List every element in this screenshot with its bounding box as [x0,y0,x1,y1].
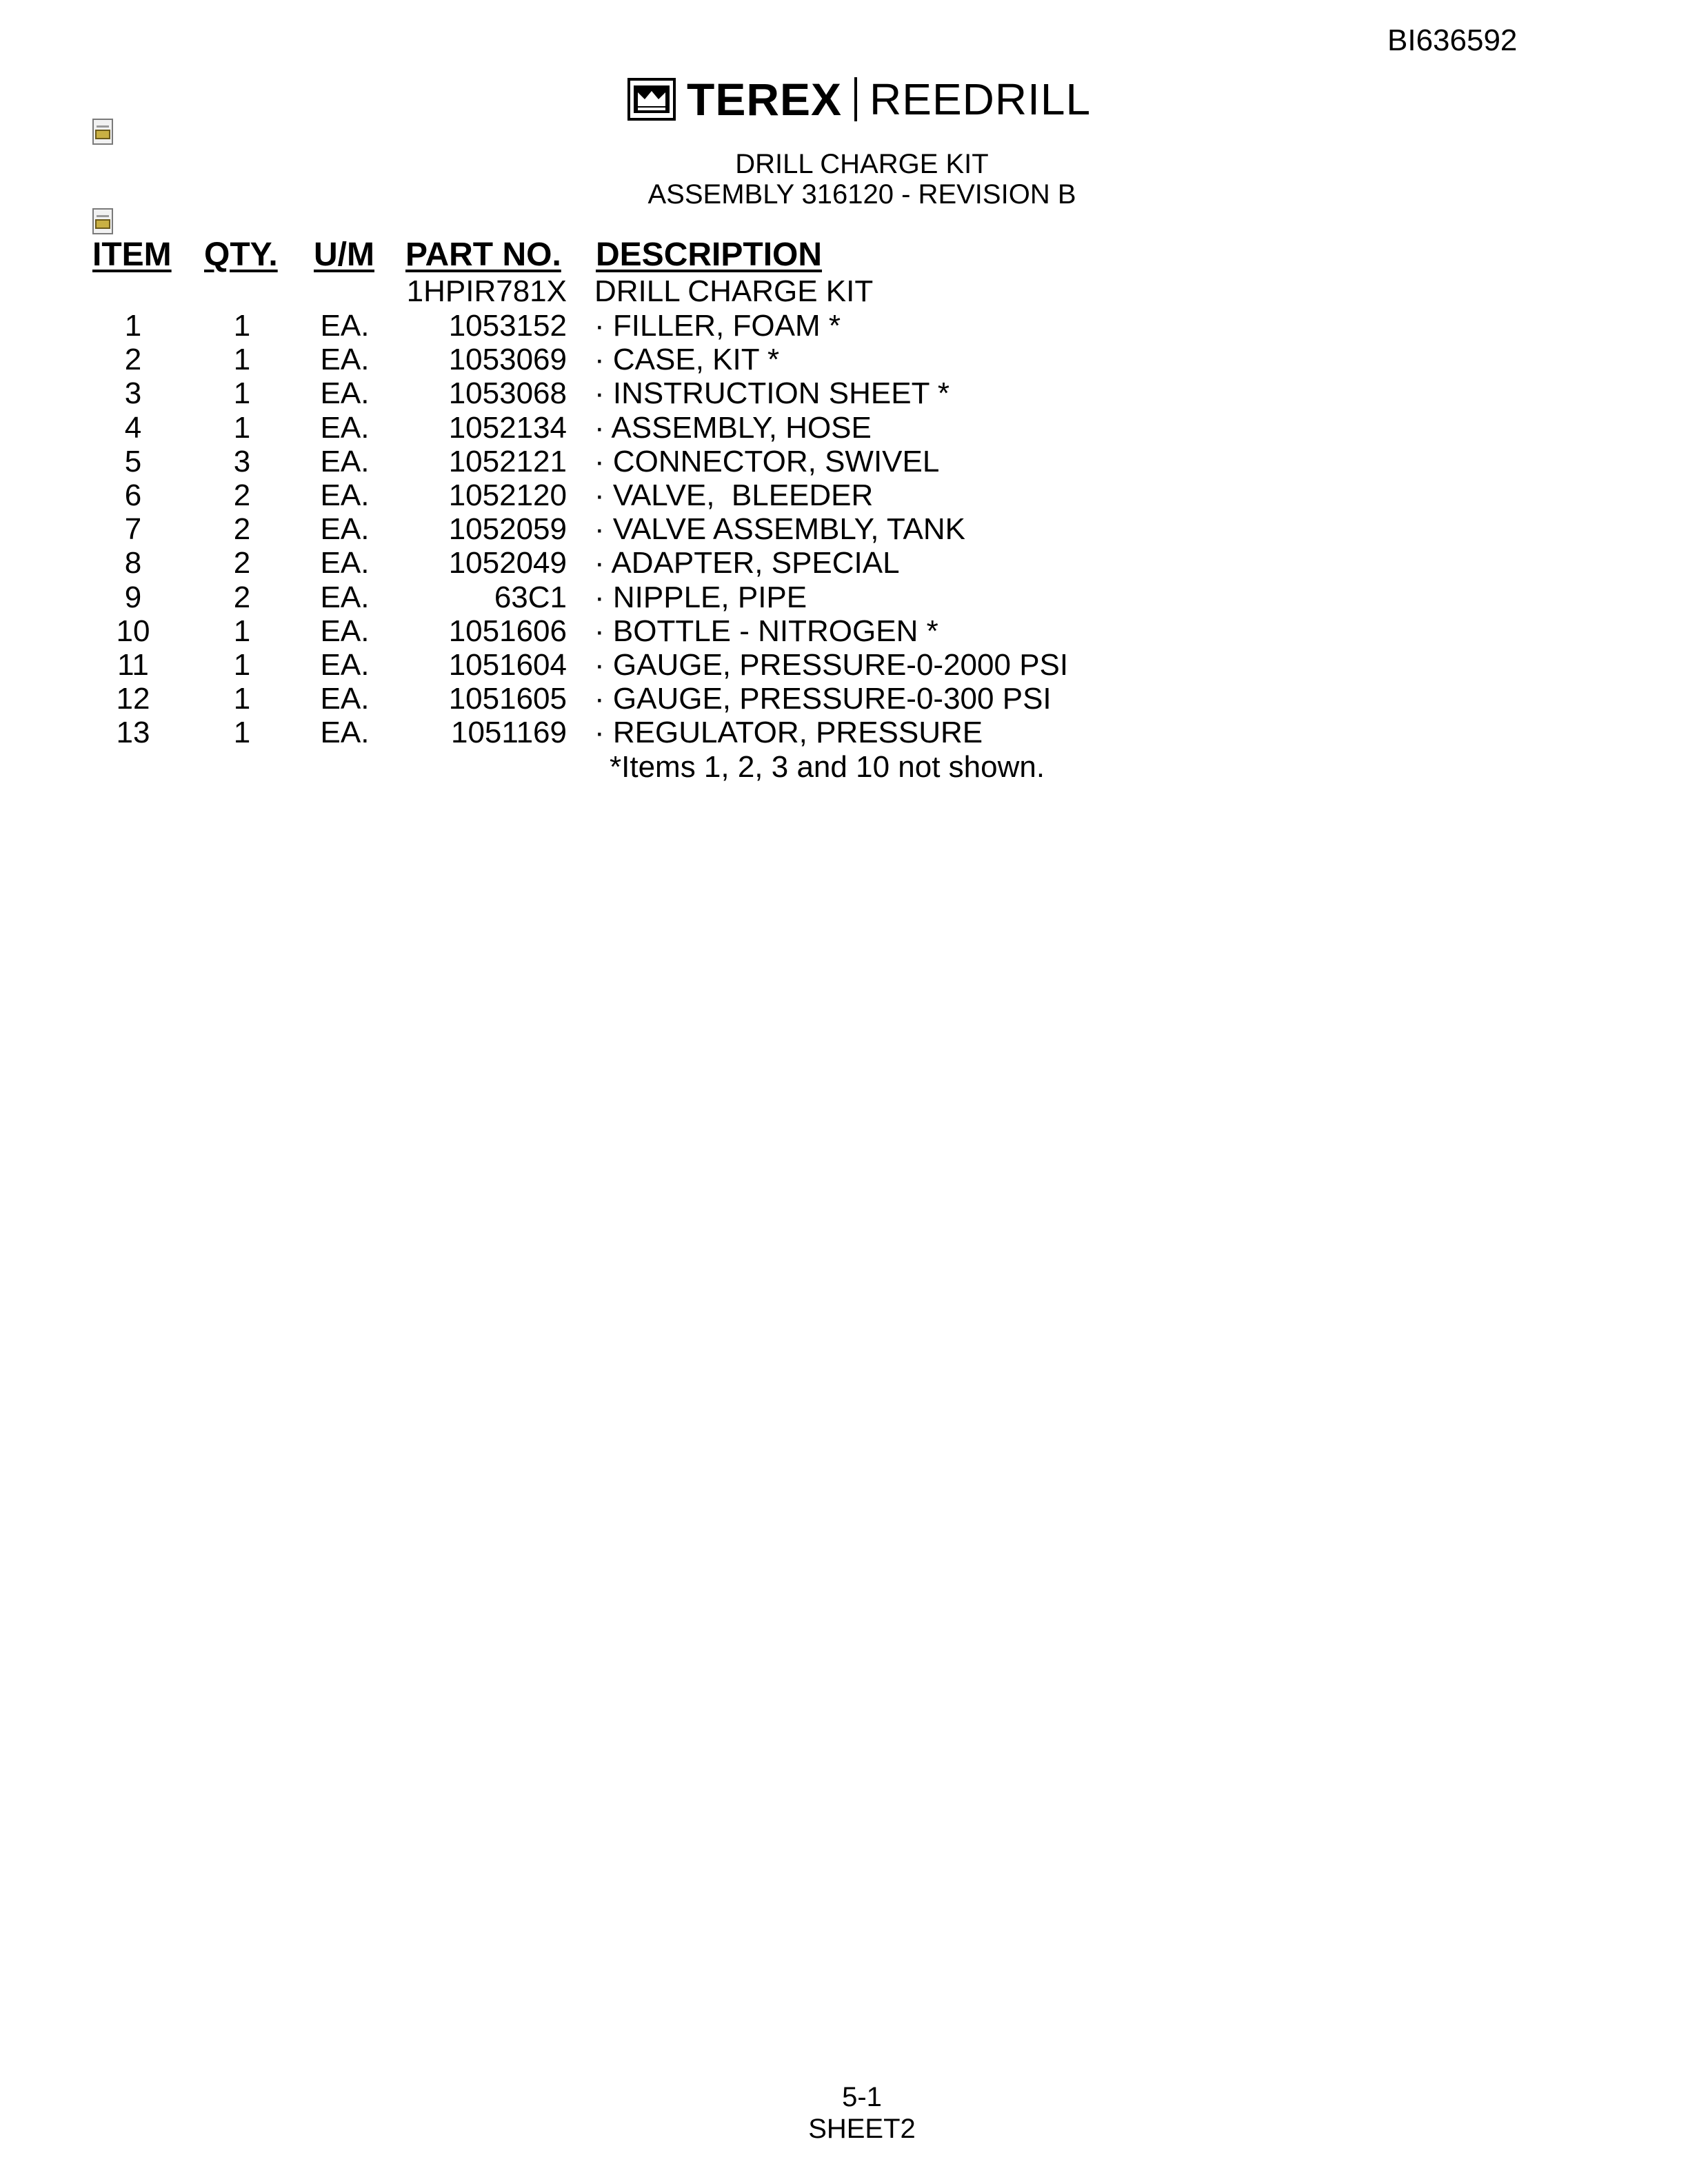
cell-item: 2 [124,343,142,376]
document-id: BI636592 [1387,23,1518,57]
cell-um: EA. [320,648,370,682]
cell-qty: 1 [233,682,251,716]
cell-description: · INSTRUCTION SHEET * [594,376,950,410]
cell-description: · NIPPLE, PIPE [594,580,807,614]
cell-item: 11 [117,648,149,682]
cell-part-no: 1052059 [448,512,567,546]
cell-qty: 1 [233,343,251,376]
cell-part-no: 1053069 [448,343,567,376]
cell-um: EA. [320,376,370,410]
cell-qty: 2 [233,478,251,512]
cell-description: · ASSEMBLY, HOSE [594,411,872,445]
cell-qty: 1 [233,648,251,682]
kit-title: DRILL CHARGE KIT [735,149,989,179]
cell-item: 1 [124,309,142,343]
assembly-description: DRILL CHARGE KIT [594,274,874,308]
header-item: ITEM [92,236,172,273]
document-attachment-icon[interactable] [92,119,116,146]
cell-part-no: 1052120 [448,478,567,512]
cell-item: 4 [124,411,142,445]
cell-item: 12 [116,682,150,716]
cell-item: 13 [116,716,150,749]
cell-item: 5 [124,445,142,478]
cell-description: · VALVE, BLEEDER [594,478,874,512]
header-qty: QTY. [204,236,278,273]
assembly-revision: ASSEMBLY 316120 - REVISION B [647,179,1076,210]
cell-qty: 2 [233,512,251,546]
logo-brand: TEREX [687,74,843,125]
cell-qty: 1 [233,716,251,749]
document-attachment-icon[interactable] [92,208,116,236]
cell-part-no: 1053068 [448,376,567,410]
cell-um: EA. [320,580,370,614]
cell-item: 10 [116,614,150,648]
cell-description: · BOTTLE - NITROGEN * [594,614,938,648]
cell-qty: 1 [233,614,251,648]
cell-part-no: 1052121 [448,445,567,478]
cell-description: · ADAPTER, SPECIAL [594,546,900,580]
cell-item: 3 [124,376,142,410]
cell-um: EA. [320,343,370,376]
cell-qty: 3 [233,445,251,478]
assembly-part-no: 1HPIR781X [406,274,567,308]
cell-item: 9 [124,580,142,614]
logo-division: REEDRILL [870,74,1092,124]
cell-qty: 1 [233,376,251,410]
cell-item: 7 [124,512,142,546]
cell-um: EA. [320,445,370,478]
cell-item: 8 [124,546,142,580]
cell-part-no: 63C1 [494,580,567,614]
cell-um: EA. [320,614,370,648]
cell-description: · REGULATOR, PRESSURE [594,716,983,749]
cell-part-no: 1051606 [448,614,567,648]
terex-crown-icon [627,78,676,121]
sheet-label: SHEET2 [808,2114,916,2144]
cell-part-no: 1051169 [450,716,567,749]
cell-description: · CASE, KIT * [594,343,780,376]
cell-um: EA. [320,716,370,749]
cell-um: EA. [320,682,370,716]
cell-um: EA. [320,309,370,343]
cell-um: EA. [320,546,370,580]
cell-description: · CONNECTOR, SWIVEL [594,445,940,478]
cell-description: · GAUGE, PRESSURE-0-300 PSI [594,682,1052,716]
cell-part-no: 1051604 [448,648,567,682]
cell-qty: 1 [233,411,251,445]
logo-separator [854,77,857,121]
cell-um: EA. [320,512,370,546]
cell-description: · FILLER, FOAM * [594,309,841,343]
cell-um: EA. [320,411,370,445]
cell-part-no: 1052049 [448,546,567,580]
cell-part-no: 1052134 [448,411,567,445]
header-um: U/M [314,236,374,273]
cell-qty: 2 [233,546,251,580]
cell-description: · VALVE ASSEMBLY, TANK [594,512,966,546]
page-number: 5-1 [842,2082,882,2112]
cell-description: · GAUGE, PRESSURE-0-2000 PSI [594,648,1069,682]
cell-part-no: 1053152 [448,309,567,343]
header-part-no: PART NO. [405,236,561,273]
cell-qty: 1 [233,309,251,343]
table-note: *Items 1, 2, 3 and 10 not shown. [610,750,1045,784]
cell-um: EA. [320,478,370,512]
cell-qty: 2 [233,580,251,614]
terex-reedrill-logo [627,74,1091,124]
cell-item: 6 [124,478,142,512]
cell-part-no: 1051605 [448,682,567,716]
header-description: DESCRIPTION [596,236,823,273]
